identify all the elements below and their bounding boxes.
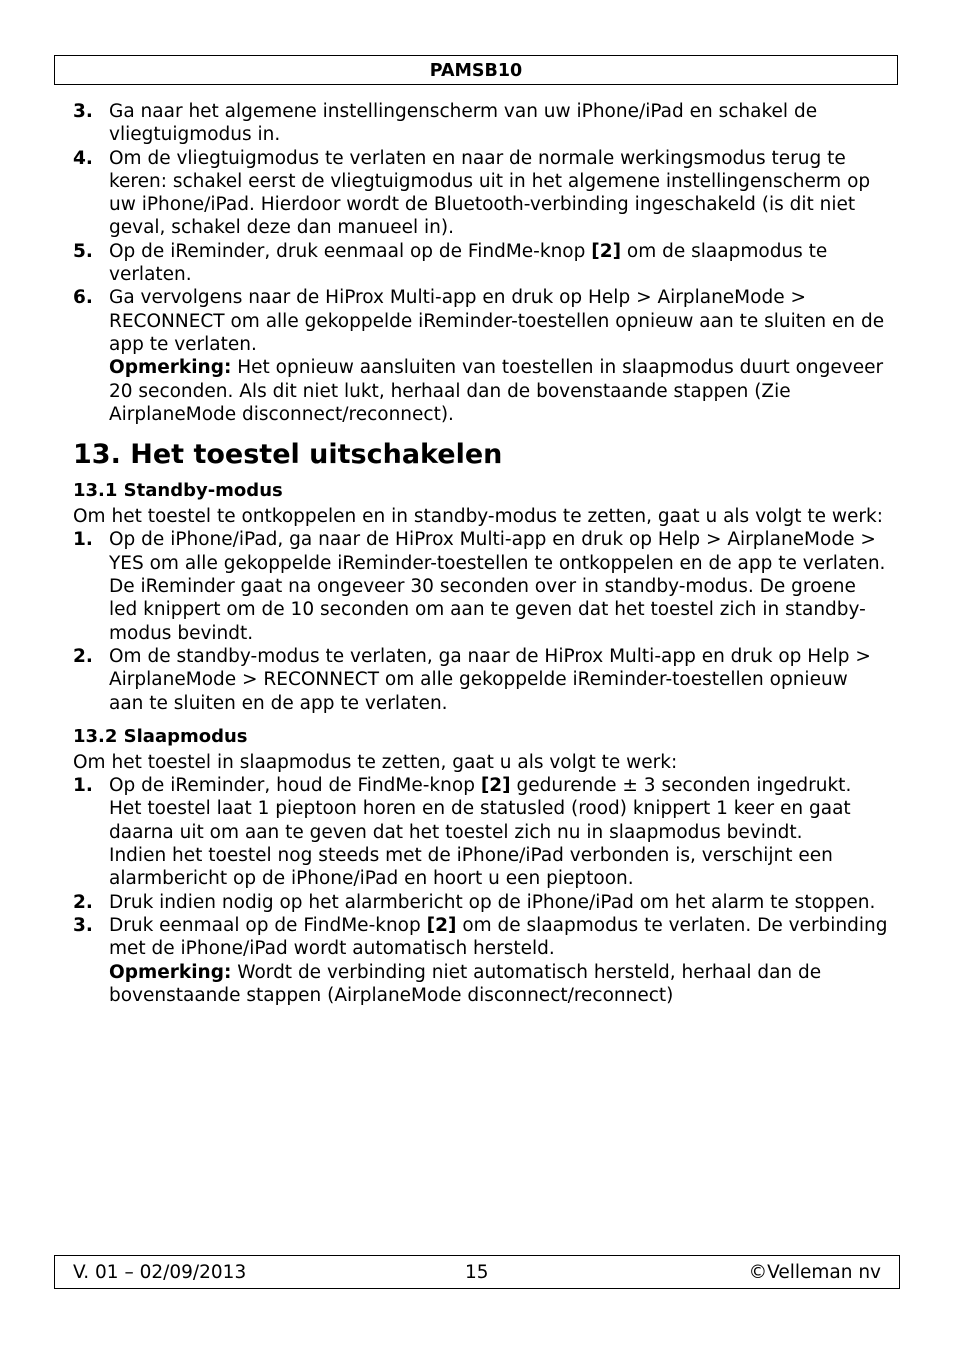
step-text [109,240,888,287]
step-number: 1. [73,775,93,797]
subsection-intro: Om het toestel te ontkoppelen en in standby-modus te zetten, gaat u als volgt te werk: [73,506,883,528]
step-number: 3. [73,101,93,122]
list-item [73,891,888,914]
list-item [73,240,888,287]
subsection-title: 13.1 Standby-modus [73,480,283,502]
note-text: Het opnieuw aansluiten van toestellen in slaapmodus duurt ongeveer 20 seconden. Als dit niet lukt, herhaal dan de bovenstaande stappen (Zie AirplaneMode disconnect/reconnect). [109,357,884,425]
step-number: 6. [73,287,93,309]
section-title: 13. Het toestel uitschakelen [73,439,503,471]
step-text [109,774,888,844]
page-content [73,100,888,1007]
step-text-part: Op de iReminder, houd de FindMe-knop [109,775,481,797]
list-item [73,286,888,426]
button-reference: [2] [480,775,511,797]
page-footer [54,1255,900,1289]
step-number: 4. [73,147,93,169]
step-number: 3. [73,914,93,936]
list-item [73,914,888,1007]
copyright: ©Velleman nv [748,1262,881,1283]
step-number: 1. [73,529,93,551]
step-text: Op de iPhone/iPad, ga naar de HiProx Multi-app en druk op Help > AirplaneMode > YES om alle gekoppelde iReminder-toestellen te ontkoppelen en de app te verlaten. [109,529,886,574]
step-text-part: om de slaapmodus te verlaten. [109,240,828,286]
step-text: Druk indien nodig op het alarmbericht op de iPhone/iPad om het alarm te stoppen. [109,891,876,913]
step-text-part: gedurende ± 3 seconden ingedrukt. Het toestel laat 1 pieptoon horen en de statusled (rood) knippert 1 keer en gaat daarna uit om aan te geven dat het toestel zich nu in slaapmodus bevindt. [109,775,852,843]
list-item [73,774,888,890]
version-date: V. 01 – 02/09/2013 [73,1262,247,1283]
step-text-part: om de slaapmodus te verlaten. De verbinding met de iPhone/iPad wordt automatisch hersteld. [109,914,888,960]
list-item [73,528,888,644]
standby-steps-list [73,528,888,714]
list-item [73,147,888,240]
note-text: Wordt de verbinding niet automatisch hersteld, herhaal dan de bovenstaande stappen (AirplaneMode disconnect/reconnect) [109,961,822,1006]
subsection-title: 13.2 Slaapmodus [73,725,248,747]
step-text: Ga vervolgens naar de HiProx Multi-app en druk op Help > AirplaneMode > RECONNECT om alle gekoppelde iReminder-toestellen opnieuw aan te sluiten en de app te verlaten. [109,287,885,355]
list-item [73,645,888,715]
step-note [109,356,888,426]
step-number: 5. [73,240,93,262]
subsection-intro: Om het toestel in slaapmodus te zetten, gaat u als volgt te werk: [73,751,678,773]
step-text: Om de vliegtuigmodus te verlaten en naar de normale werkingsmodus terug te keren: schakel eerst de vliegtuigmodus uit in het algemene instellingenscherm op uw iPhone/iPad. Hierdoor wordt de Bluetooth-verbinding ingeschakeld (is dit niet geval, schakel deze dan manueel in). [109,147,871,239]
button-reference: [2] [591,240,622,262]
step-text: Ga naar het algemene instellingenscherm van uw iPhone/iPad en schakel de vliegtuigmodus in. [109,101,818,146]
step-note [109,961,888,1008]
step-text-continued: Indien het toestel nog steeds met de iPhone/iPad verbonden is, verschijnt een alarmbericht op de iPhone/iPad en hoort u een pieptoon. [109,845,833,890]
button-reference: [2] [426,914,457,936]
step-number: 2. [73,645,93,667]
page-number: 15 [465,1262,489,1283]
step-text-part: Druk eenmaal op de FindMe-knop [109,914,427,936]
step-number: 2. [73,891,93,913]
step-text-part: Op de iReminder, druk eenmaal op de FindMe-knop [109,240,592,262]
note-label: Opmerking: [109,961,232,983]
step-text [109,914,888,961]
sleep-steps-list [73,774,888,1007]
step-text: Om de standby-modus te verlaten, ga naar de HiProx Multi-app en druk op Help > AirplaneMode > RECONNECT om alle gekoppelde iReminder-toestellen opnieuw aan te sluiten en de app te verlaten. [109,645,871,714]
page-header [54,55,898,85]
model-code: PAMSB10 [429,61,523,81]
intro-steps-list [73,100,888,426]
list-item [73,100,888,147]
step-text-continued: De iReminder gaat na ongeveer 30 seconden over in standby-modus. De groene led knippert om de 10 seconden om aan te geven dat het toestel zich in standby-modus bevindt. [109,576,866,644]
note-label: Opmerking: [109,357,232,379]
